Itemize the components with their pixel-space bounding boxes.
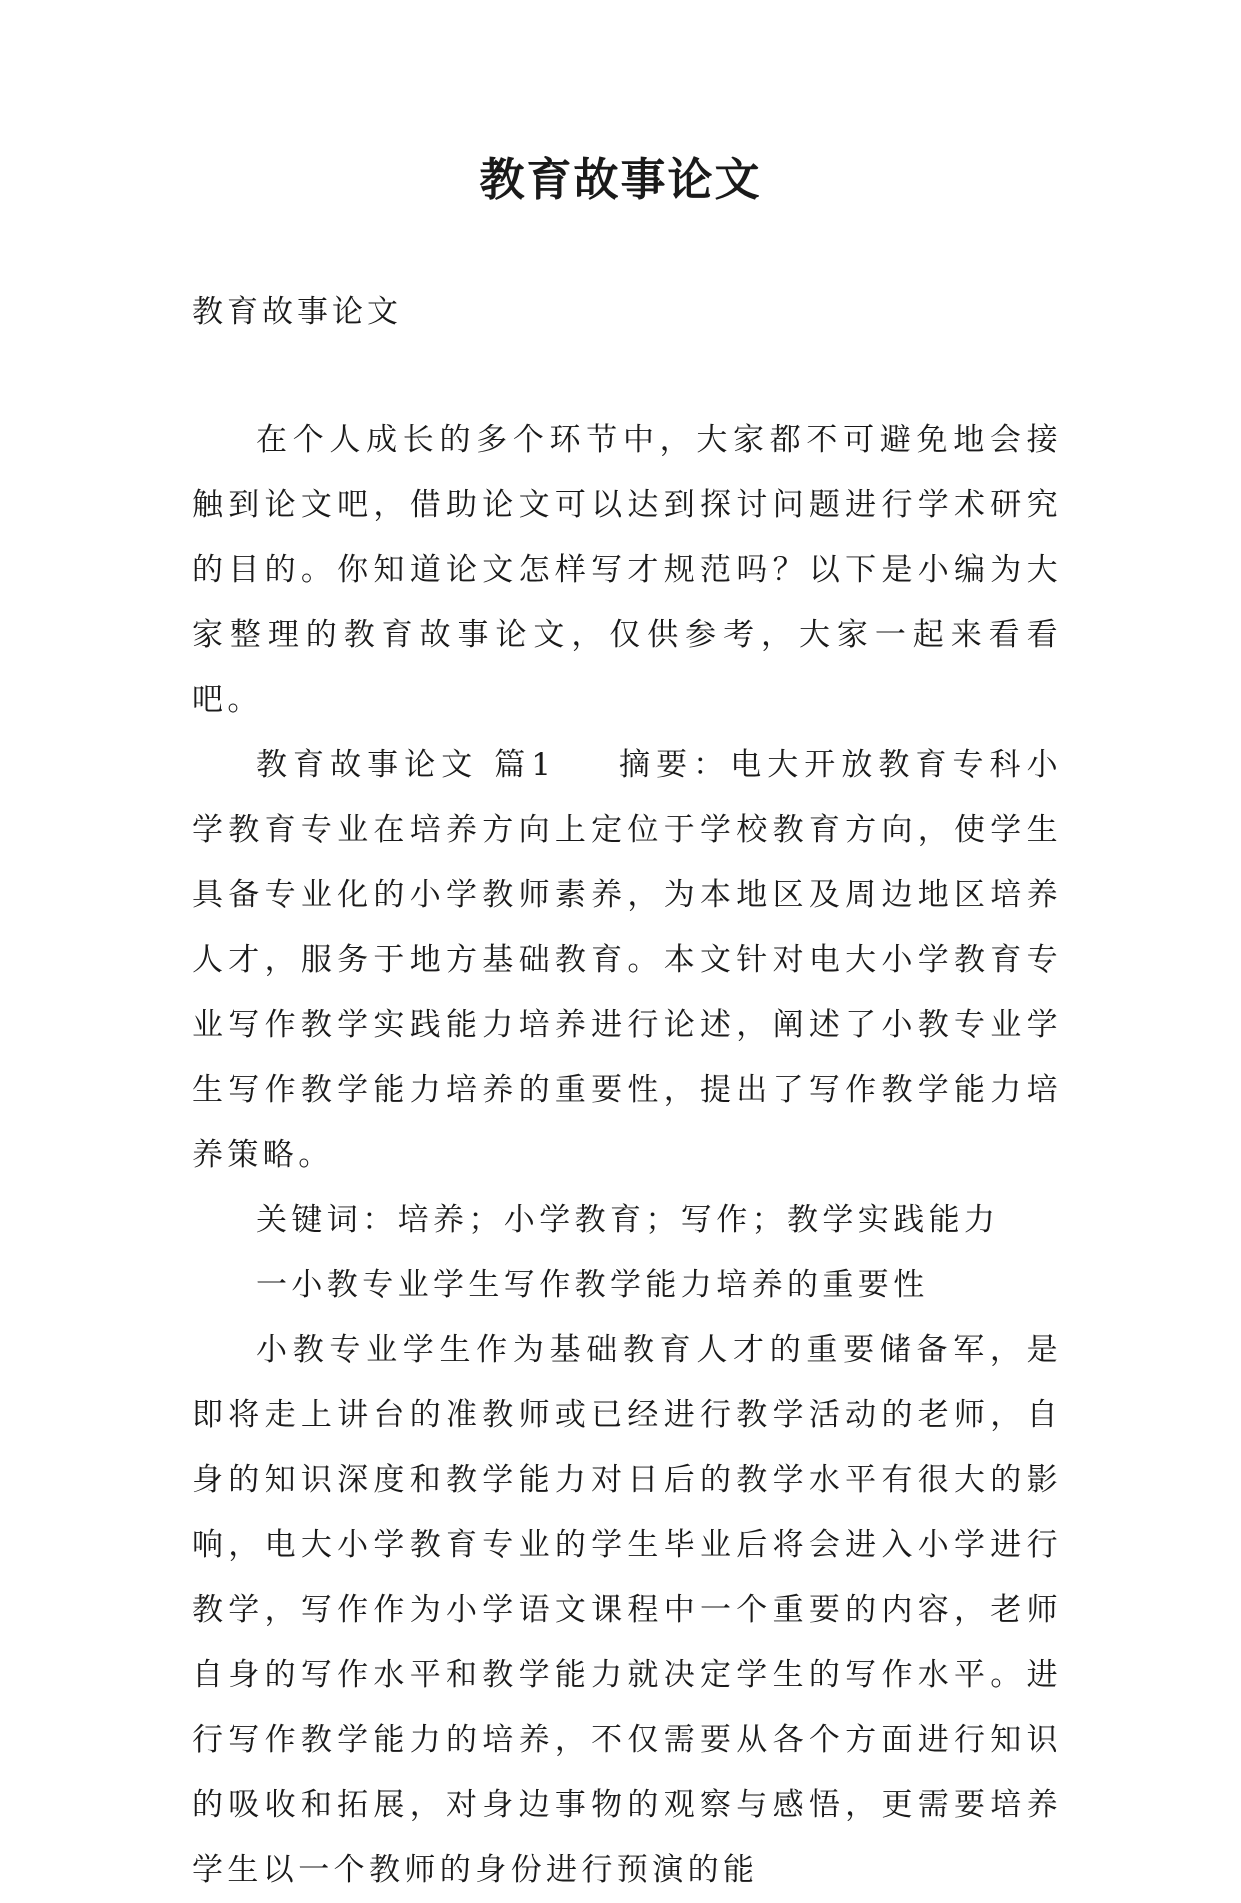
section-heading: 教育故事论文 篇1 [256, 747, 556, 783]
intro-paragraph: 在个人成长的多个环节中，大家都不可避免地会接触到论文吧，借助论文可以达到探讨问题进行学术研究的目的。你知道论文怎样写才规范吗？以下是小编为大家整理的教育故事论文，仅供参考，大家一起来看看吧。 [192, 422, 1062, 718]
section-heading-paragraph [192, 733, 1062, 1188]
section-one-heading: 一小教专业学生写作教学能力培养的重要性 [256, 1267, 929, 1303]
document-title: 教育故事论文 [479, 153, 762, 206]
document-body [192, 408, 1062, 1903]
abstract-text: 摘要：电大开放教育专科小学教育专业在培养方向上定位于学校教育方向，使学生具备专业化的小学教师素养，为本地区及周边地区培养人才，服务于地方基础教育。本文针对电大小学教育专业写作教学实践能力培养进行论述，阐述了小教专业学生写作教学能力培养的重要性，提出了写作教学能力培养策略。 [192, 747, 1062, 1173]
document-subtitle: 教育故事论文 [192, 294, 402, 330]
keywords-paragraph: 关键词：培养；小学教育；写作；教学实践能力 [256, 1202, 1000, 1238]
section-one-paragraph: 小教专业学生作为基础教育人才的重要储备军，是即将走上讲台的准教师或已经进行教学活动的老师，自身的知识深度和教学能力对日后的教学水平有很大的影响，电大小学教育专业的学生毕业后将会进入小学进行教学，写作作为小学语文课程中一个重要的内容，老师自身的写作水平和教学能力就决定学生的写作水平。进行写作教学能力的培养，不仅需要从各个方面进行知识的吸收和拓展，对身边事物的观察与感悟，更需要培养学生以一个教师的身份进行预演的能 [192, 1332, 1062, 1888]
